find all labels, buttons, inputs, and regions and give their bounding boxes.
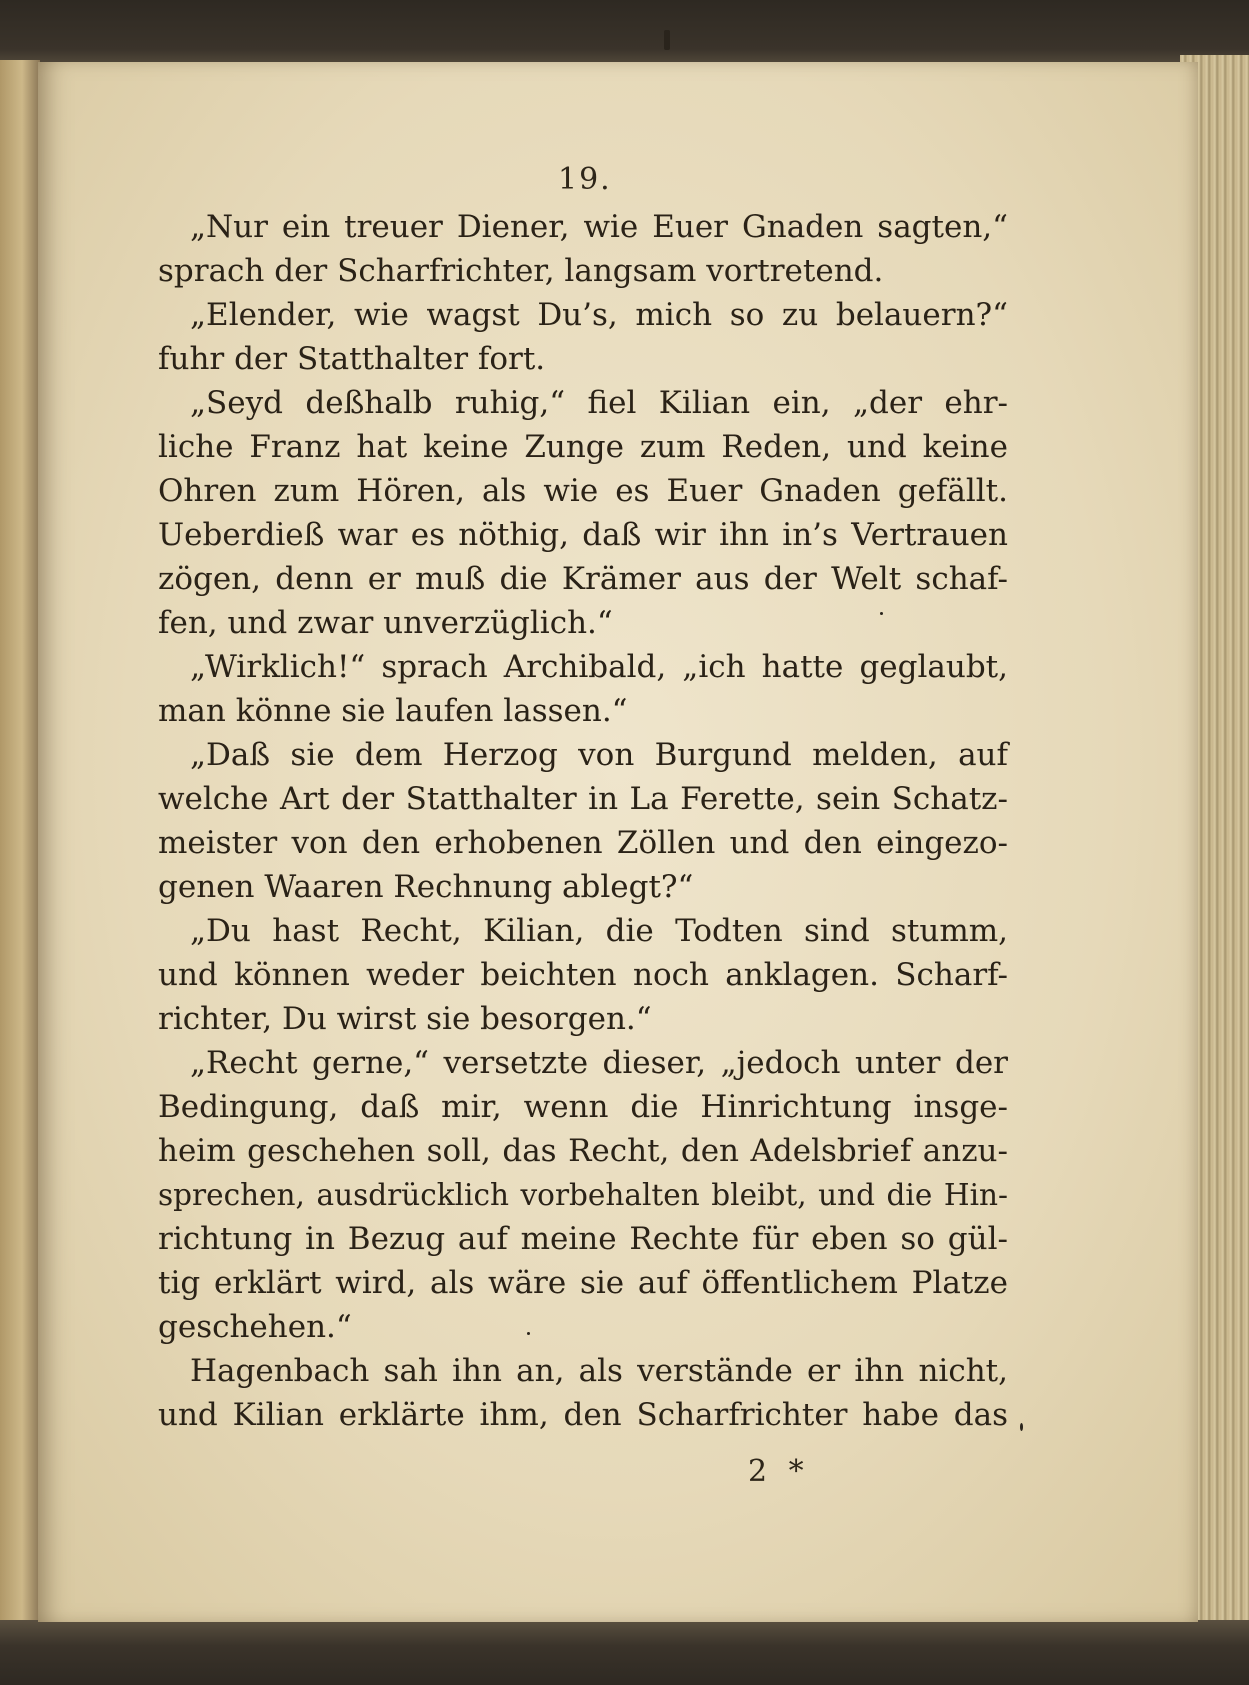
text-line: sprechen, ausdrücklich vorbehalten bleibt, und die Hin- bbox=[158, 1178, 1008, 1212]
text-line: zögen, denn er muß die Krämer aus der Welt schaf- bbox=[158, 561, 1008, 597]
text-line: man könne sie laufen lassen.“ bbox=[158, 693, 628, 729]
text-line: „Daß sie dem Herzog von Burgund melden, auf bbox=[190, 737, 1008, 773]
text-line: Bedingung, daß mir, wenn die Hinrichtung insge- bbox=[158, 1089, 1008, 1125]
text-line: tig erklärt wird, als wäre sie auf öffentlichem Platze bbox=[158, 1265, 1008, 1301]
scan-background-top bbox=[0, 0, 1249, 70]
scan-background-bottom bbox=[0, 1620, 1249, 1685]
ink-speck bbox=[880, 612, 883, 615]
text-line: fen, und zwar unverzüglich.“ bbox=[158, 605, 613, 641]
text-line: „Seyd deßhalb ruhig,“ fiel Kilian ein, „der ehr- bbox=[190, 385, 1008, 421]
text-line: liche Franz hat keine Zunge zum Reden, und keine bbox=[158, 429, 1008, 465]
text-line: „Elender, wie wagst Du’s, mich so zu belauern?“ bbox=[190, 297, 1008, 333]
text-line: genen Waaren Rechnung ablegt?“ bbox=[158, 869, 694, 905]
text-line: und können weder beichten noch anklagen. Scharf- bbox=[158, 957, 1008, 993]
text-line: richter, Du wirst sie besorgen.“ bbox=[158, 1001, 652, 1037]
text-line: sprach der Scharfrichter, langsam vortretend. bbox=[158, 253, 884, 289]
ink-speck bbox=[1020, 1423, 1023, 1431]
text-line: heim geschehen soll, das Recht, den Adelsbrief anzu- bbox=[158, 1133, 1008, 1169]
text-line: „Wirklich!“ sprach Archibald, „ich hatte geglaubt, bbox=[190, 649, 1008, 685]
text-line: Ueberdieß war es nöthig, daß wir ihn in’s Vertrauen bbox=[158, 517, 1008, 553]
text-line: meister von den erhobenen Zöllen und den eingezo- bbox=[158, 825, 1008, 861]
text-line: fuhr der Statthalter fort. bbox=[158, 341, 546, 377]
ink-speck bbox=[664, 30, 670, 50]
text-line: und Kilian erklärte ihm, den Scharfrichter habe das bbox=[158, 1397, 1008, 1433]
text-line: „Du hast Recht, Kilian, die Todten sind stumm, bbox=[190, 913, 1008, 949]
text-line: richtung in Bezug auf meine Rechte für eben so gül- bbox=[158, 1221, 1008, 1257]
text-line: geschehen.“ bbox=[158, 1309, 352, 1345]
ink-speck bbox=[527, 1332, 530, 1335]
page-text bbox=[158, 205, 1008, 1437]
text-line: Ohren zum Hören, als wie es Euer Gnaden gefällt. bbox=[158, 473, 1008, 509]
signature-mark: 2 * bbox=[748, 1454, 810, 1489]
page-number: 19. bbox=[558, 162, 612, 197]
left-page-edge bbox=[0, 60, 40, 1620]
text-line: „Recht gerne,“ versetzte dieser, „jedoch unter der bbox=[190, 1045, 1008, 1081]
text-line: „Nur ein treuer Diener, wie Euer Gnaden sagten,“ bbox=[190, 209, 1008, 245]
text-line: welche Art der Statthalter in La Ferette, sein Schatz- bbox=[158, 781, 1008, 817]
text-line: Hagenbach sah ihn an, als verstände er ihn nicht, bbox=[190, 1353, 1008, 1389]
